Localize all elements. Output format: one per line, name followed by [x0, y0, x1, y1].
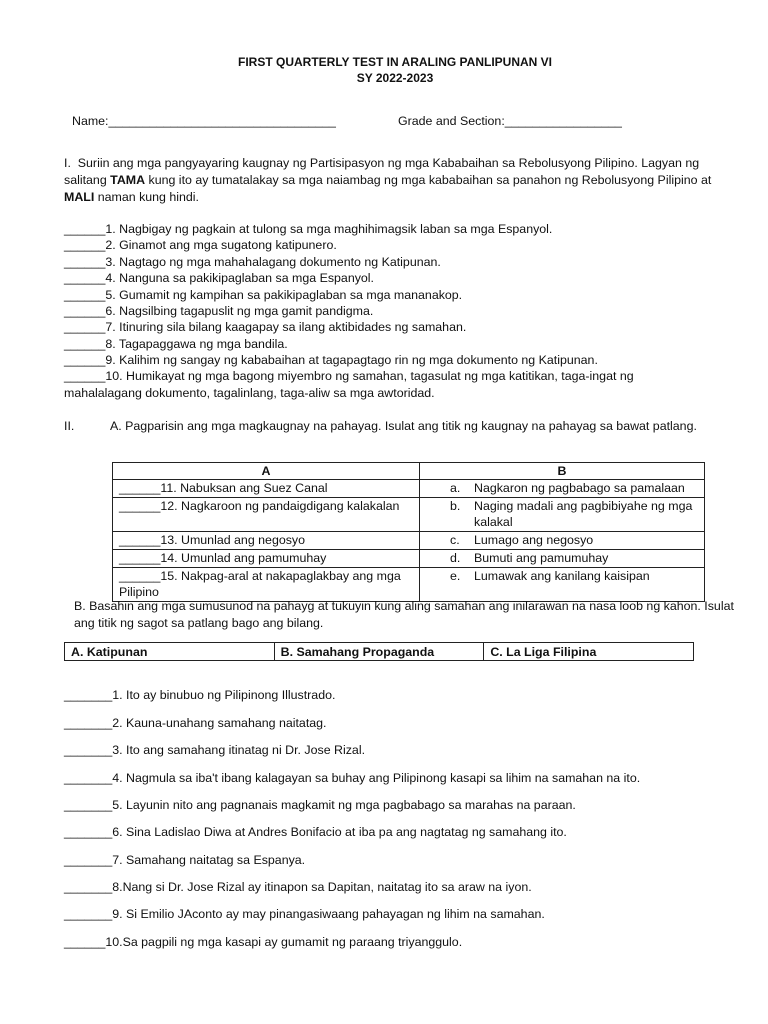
part1-instruction-a: Suriin ang mga pangyayaring kaugnay ng Partisipasyon ng mga Kababaihan sa Rebolusyong Pilipino. Lagyan ng salitang: [64, 156, 700, 187]
part1-instruction-b: kung ito ay tumatalakay sa mga naiambag ng mga kababaihan sa panahon ng Rebolusyong Pilipino at: [148, 173, 712, 187]
choice-text: Nagkaron ng pagbabago sa pamalaan: [474, 481, 685, 495]
choice-letter: d.: [450, 551, 461, 565]
column-a-cell: ______14. Umunlad ang pamumuhay: [113, 550, 420, 568]
test-title: FIRST QUARTERLY TEST IN ARALING PANLIPUNAN VI: [237, 55, 552, 69]
table-row: [113, 532, 705, 550]
table-row: [113, 498, 705, 532]
choice-letter: a.: [450, 481, 461, 495]
school-year: SY 2022-2023: [356, 71, 434, 85]
choice-propaganda: B. Samahang Propaganda: [274, 643, 484, 661]
part1-item-6: ______6. Nagsilbing tagapuslit ng mga gamit pandigma.: [64, 304, 374, 318]
part1-item-8: ______8. Tagapaggawa ng mga bandila.: [64, 337, 288, 351]
choice-text: Bumuti ang pamumuhay: [474, 551, 609, 565]
part1-item-1: ______1. Nagbigay ng pagkain at tulong sa mga maghihimagsik laban sa mga Espanyol.: [64, 222, 553, 236]
column-b-cell: [420, 498, 705, 532]
table-row: [113, 480, 705, 498]
part1-numeral: I.: [64, 156, 71, 170]
choices-row: [65, 643, 694, 661]
choice-letter: c.: [450, 533, 460, 547]
column-b-cell: [420, 568, 705, 602]
part2b-item-2: _______2. Kauna-unahang samahang naitatag.: [64, 716, 327, 730]
part2-numeral: II.: [64, 419, 75, 433]
choice-letter: e.: [450, 569, 461, 583]
column-b-header: B: [420, 463, 705, 480]
column-a-cell: ______15. Nakpag-aral at nakapaglakbay ang mga Pilipino: [113, 568, 420, 602]
word-mali: MALI: [64, 190, 95, 204]
choice-text: Naging madali ang pagbibiyahe ng mga kalakal: [474, 499, 693, 529]
table-row: [113, 550, 705, 568]
choice-katipunan: A. Katipunan: [65, 643, 275, 661]
choice-text: Lumawak ang kanilang kaisipan: [474, 569, 650, 583]
choice-la-liga: C. La Liga Filipina: [484, 643, 694, 661]
column-b-cell: [420, 480, 705, 498]
part2b-item-4: _______4. Nagmula sa iba't ibang kalagayan sa buhay ang Pilipinong kasapi sa lihim na samahan na ito.: [64, 771, 641, 785]
part1-item-3: ______3. Nagtago ng mga mahahalagang dokumento ng Katipunan.: [64, 255, 441, 269]
column-b-cell: [420, 532, 705, 550]
part2b-item-3: _______3. Ito ang samahang itinatag ni Dr. Jose Rizal.: [64, 743, 366, 757]
part2b-item-10: ______10.Sa pagpili ng mga kasapi ay gumamit ng paraang triyanggulo.: [64, 935, 463, 949]
part2-instruction-a: A. Pagparisin ang mga magkaugnay na pahayag. Isulat ang titik ng kaugnay na pahayag sa bawat patlang.: [110, 419, 697, 433]
column-b-cell: [420, 550, 705, 568]
part1-item-4: ______4. Nanguna sa pakikipaglaban sa mga Espanyol.: [64, 271, 374, 285]
part2b-item-9: _______9. Si Emilio JAconto ay may pinangasiwaang pahayagan ng lihim na samahan.: [64, 907, 545, 921]
part1-item-2: ______2. Ginamot ang mga sugatong katipunero.: [64, 238, 337, 252]
choice-text: Lumago ang negosyo: [474, 533, 594, 547]
column-a-cell: ______12. Nagkaroon ng pandaigdigang kalakalan: [113, 498, 420, 532]
word-tama: TAMA: [110, 173, 146, 187]
part1-instructions: [64, 155, 724, 206]
matching-header-row: [113, 463, 705, 480]
column-a-header: A: [113, 463, 420, 480]
column-a-cell: ______13. Umunlad ang negosyo: [113, 532, 420, 550]
part2b-item-6: _______6. Sina Ladislao Diwa at Andres Bonifacio at iba pa ang nagtatag ng samahang ito.: [64, 825, 567, 839]
grade-section-field: Grade and Section:_________________: [398, 114, 622, 128]
name-field: Name:_________________________________: [72, 114, 336, 128]
part1-item-10: ______10. Humikayat ng mga bagong miyembro ng samahan, tagasulat ng mga katitikan, taga-ingat ng mahalalagang dokumento, tagalinlang, taga-aliw sa mga awtoridad.: [64, 369, 634, 400]
choice-letter: b.: [450, 499, 461, 513]
matching-table: [112, 462, 705, 602]
part2-instruction-b: B. Basahin ang mga sumusunod na pahayg at tukuyin kung aling samahan ang inilarawan na nasa loob ng kahon. Isulat ang titik ng sagot sa patlang bago ang bilang.: [74, 599, 734, 630]
part1-item-9: ______9. Kalihim ng sangay ng kababaihan at tagapagtago rin ng mga dokumento ng Katipunan.: [64, 353, 598, 367]
column-a-cell: ______11. Nabuksan ang Suez Canal: [113, 480, 420, 498]
part2b-item-7: _______7. Samahang naitatag sa Espanya.: [64, 853, 306, 867]
part1-item-7: ______7. Itinuring sila bilang kaagapay sa ilang aktibidades ng samahan.: [64, 320, 467, 334]
choices-box: [64, 642, 694, 661]
table-row: [113, 568, 705, 602]
part2b-item-8: _______8.Nang si Dr. Jose Rizal ay itinapon sa Dapitan, naitatag ito sa araw na iyon.: [64, 880, 532, 894]
part1-instruction-c: naman kung hindi.: [97, 190, 199, 204]
part2b-item-1: _______1. Ito ay binubuo ng Pilipinong Illustrado.: [64, 688, 336, 702]
part1-item-5: ______5. Gumamit ng kampihan sa pakikipaglaban sa mga mananakop.: [64, 288, 463, 302]
part2b-item-5: _______5. Layunin nito ang pagnanais magkamit ng mga pagbabago sa marahas na paraan.: [64, 798, 576, 812]
